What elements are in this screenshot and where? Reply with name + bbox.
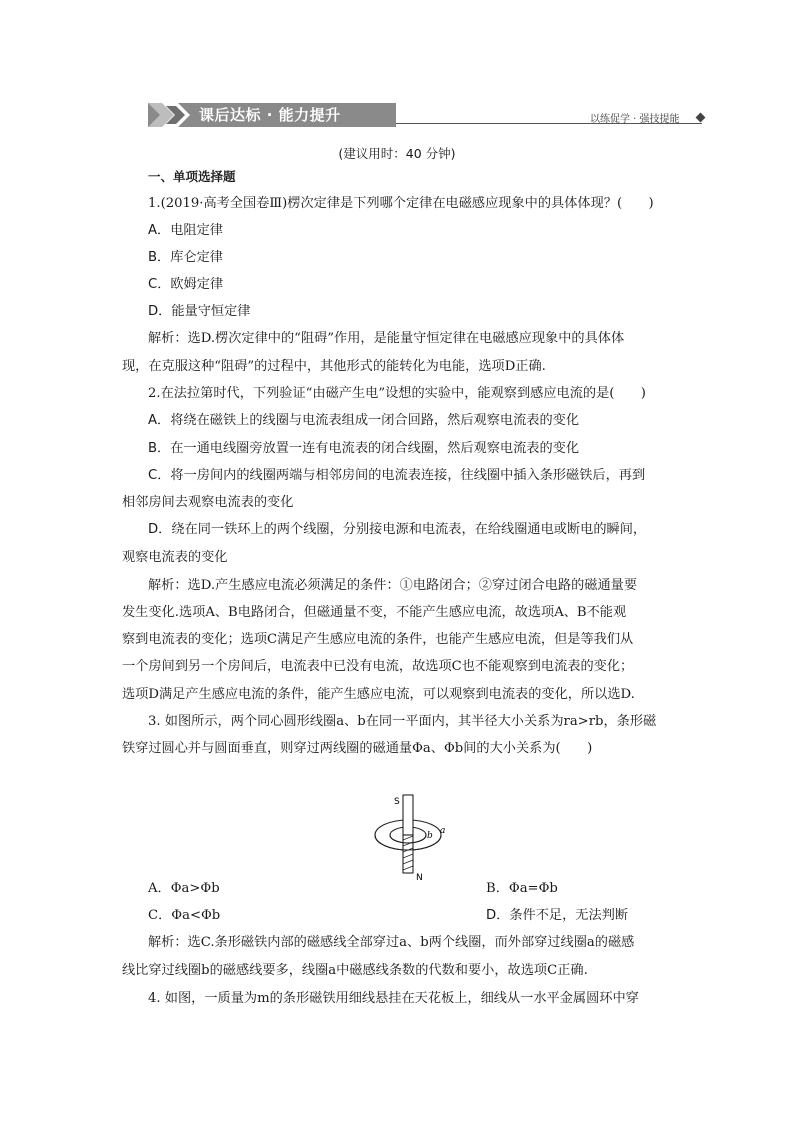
q2-analysis-line: 发生变化.选项A、B电路闭合，但磁通量不变，不能产生感应电流，故选项A、B不能观 <box>122 605 627 620</box>
q2-option-a: A．将绕在磁铁上的线圈与电流表组成一闭合回路，然后观察电流表的变化 <box>148 413 580 428</box>
q2-option-d: D．绕在同一铁环上的两个线圈，分别接电源和电流表，在给线圈通电或断电的瞬间， <box>148 522 647 537</box>
q2-analysis-line: 解析：选D.产生感应电流必须满足的条件：①电路闭合；②穿过闭合电路的磁通量要 <box>148 578 638 593</box>
banner-title: 课后达标 · 能力提升 <box>199 106 341 124</box>
q2-analysis-line: 一个房间到另一个房间后，电流表中已没有电流，故选项C也不能观察到电流表的变化； <box>122 659 634 674</box>
diamond-icon <box>696 113 706 123</box>
q2-analysis-line: 察到电流表的变化；选项C满足产生感应电流的条件，也能产生感应电流，但是等我们从 <box>122 632 634 647</box>
q2-option-c: C．将一房间内的线圈两端与相邻房间的电流表连接，往线圈中插入条形磁铁后，再到 <box>148 468 646 483</box>
q2-stem: 2.在法拉第时代，下列验证“由磁产生电”设想的实验中，能观察到感应电流的是( ) <box>148 386 646 401</box>
coil-b-label: b <box>427 831 433 841</box>
suggested-time: (建议用时：40 分钟) <box>338 146 456 161</box>
coils-magnet-figure <box>372 790 462 880</box>
q2-option-b: B．在一通电线圈旁放置一连有电流表的闭合线圈，然后观察电流表的变化 <box>148 441 580 456</box>
q1-analysis-line: 现，在克服这种“阻碍”的过程中，其他形式的能转化为电能，选项D正确. <box>122 359 546 374</box>
q2-option-d-cont: 观察电流表的变化 <box>122 550 228 565</box>
q2-option-c-cont: 相邻房间去观察电流表的变化 <box>122 495 294 510</box>
q1-option-a: A．电阻定律 <box>148 223 223 238</box>
q3-option-c: C．Φa<Φb <box>148 908 221 923</box>
coil-a-label: a <box>440 826 446 836</box>
q3-option-d: D．条件不足，无法判断 <box>486 908 629 923</box>
q3-analysis-line: 解析：选C.条形磁铁内部的磁感线全部穿过a、b两个线圈，而外部穿过线圈a的磁感 <box>148 935 635 950</box>
q3-stem-line: 3. 如图所示，两个同心圆形线圈a、b在同一平面内，其半径大小关系为ra>rb，条形磁 <box>148 714 657 729</box>
q1-analysis-line: 解析：选D.楞次定律中的“阻碍”作用，是能量守恒定律在电磁感应现象中的具体体 <box>148 331 625 346</box>
q3-option-a: A．Φa>Φb <box>148 881 220 896</box>
header-slogan: 以练促学 · 强技提能 <box>590 114 680 125</box>
section-title: 一、单项选择题 <box>148 169 236 184</box>
q3-stem-line: 铁穿过圆心并与圆面垂直，则穿过两线圈的磁通量Φa、Φb间的大小关系为( ) <box>122 741 593 756</box>
q4-stem: 4. 如图，一质量为m的条形磁铁用细线悬挂在天花板上，细线从一水平金属圆环中穿 <box>148 991 639 1006</box>
q1-option-d: D．能量守恒定律 <box>148 304 251 319</box>
q3-option-b: B．Φa=Φb <box>486 881 558 896</box>
magnet-n-label: N <box>416 873 423 880</box>
q3-analysis-line: 线比穿过线圈b的磁感线要多，线圈a中磁感线条数的代数和要小，故选项C正确. <box>122 963 588 978</box>
q1-option-c: C．欧姆定律 <box>148 277 224 292</box>
q1-stem: 1.(2019·高考全国卷Ⅲ)楞次定律是下列哪个定律在电磁感应现象中的具体体现？( ) <box>148 196 654 211</box>
q1-option-b: B．库仑定律 <box>148 250 223 265</box>
q2-analysis-line: 选项D满足产生感应电流的条件，能产生感应电流，可以观察到电流表的变化，所以选D. <box>122 687 635 702</box>
magnet-s-label: S <box>394 797 400 807</box>
